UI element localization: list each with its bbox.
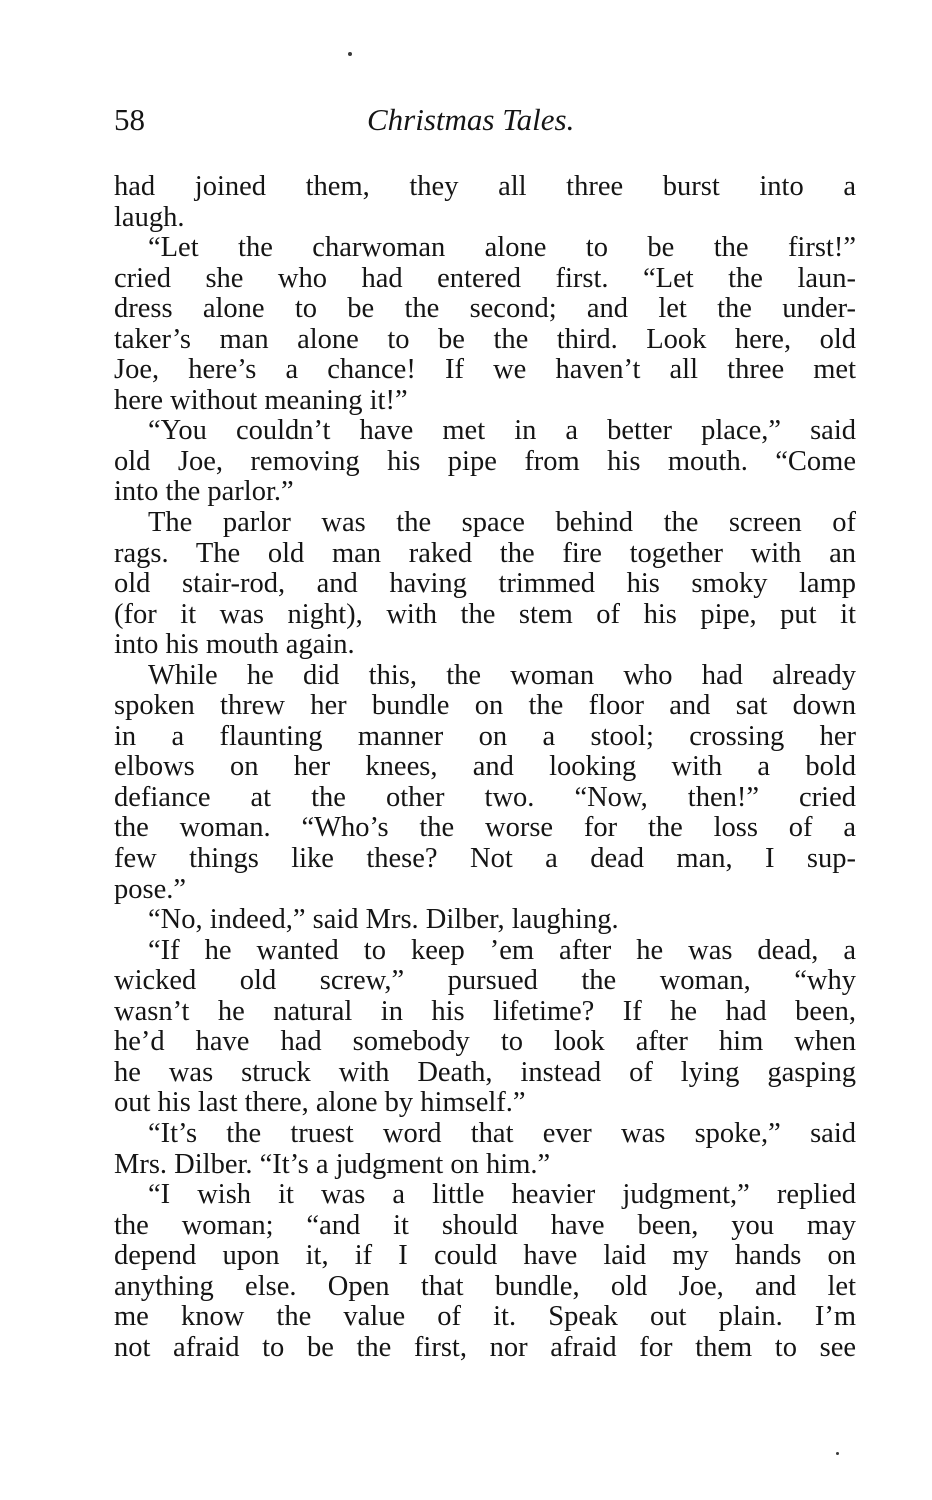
text-line: spoken threw her bundle on the floor and sat down <box>114 690 856 722</box>
text-line: in a flaunting manner on a stool; crossing her <box>114 720 856 752</box>
text-line: defiance at the other two. “Now, then!” cried <box>114 781 856 813</box>
text-line: out his last there, alone by himself.” <box>114 1087 526 1119</box>
text-line: wasn’t he natural in his lifetime? If he had been, <box>114 995 856 1027</box>
text-line: had joined them, they all three burst into a <box>114 171 856 202</box>
text-line: he’d have had somebody to look after him when <box>114 1026 856 1058</box>
body-text <box>114 172 856 1363</box>
text-line: cried she who had entered first. “Let the laun- <box>114 262 856 294</box>
text-line: old Joe, removing his pipe from his mouth. “Come <box>114 445 856 477</box>
paragraph-first-line: “You couldn’t have met in a better place,” said <box>148 415 856 447</box>
text-line: rags. The old man raked the fire together with an <box>114 537 856 569</box>
text-line: into the parlor.” <box>114 476 294 508</box>
text-line: the woman; “and it should have been, you may <box>114 1209 856 1241</box>
page-number: 58 <box>114 102 145 137</box>
page-header <box>114 102 856 142</box>
text-line: Mrs. Dilber. “It’s a judgment on him.” <box>114 1148 551 1180</box>
text-line: me know the value of it. Speak out plain. I’m <box>114 1301 856 1333</box>
text-line: pose.” <box>114 873 187 905</box>
text-line: he was struck with Death, instead of lying gasping <box>114 1056 856 1088</box>
text-line: here without meaning it!” <box>114 384 408 416</box>
paragraph-first-line: “If he wanted to keep ’em after he was dead, a <box>148 934 856 966</box>
text-line: dress alone to be the second; and let the under- <box>114 293 856 325</box>
running-title: Christmas Tales. <box>367 102 575 137</box>
text-line: not afraid to be the first, nor afraid for them to see <box>114 1331 856 1363</box>
text-line: depend upon it, if I could have laid my hands on <box>114 1240 856 1272</box>
ink-speck <box>836 1452 839 1455</box>
text-line: elbows on her knees, and looking with a bold <box>114 751 856 783</box>
paragraph-first-line: While he did this, the woman who had already <box>148 659 856 691</box>
text-line: few things like these? Not a dead man, I sup- <box>114 843 856 875</box>
text-line: Joe, here’s a chance! If we haven’t all three met <box>114 354 856 386</box>
ink-speck <box>348 52 352 56</box>
paragraph-first-line: The parlor was the space behind the screen of <box>148 507 856 539</box>
text-line: (for it was night), with the stem of his pipe, put it <box>114 598 856 630</box>
text-line: old stair-rod, and having trimmed his smoky lamp <box>114 568 856 600</box>
paragraph-first-line: “Let the charwoman alone to be the first!” <box>148 232 856 264</box>
text-line: the woman. “Who’s the worse for the loss of a <box>114 812 856 844</box>
paragraph-first-line: “No, indeed,” said Mrs. Dilber, laughing. <box>148 904 619 936</box>
text-line: taker’s man alone to be the third. Look here, old <box>114 323 856 355</box>
text-line: anything else. Open that bundle, old Joe, and let <box>114 1270 856 1302</box>
paragraph-first-line: “I wish it was a little heavier judgment,” replied <box>148 1179 856 1211</box>
paragraph-first-line: “It’s the truest word that ever was spoke,” said <box>148 1117 856 1149</box>
text-line: laugh. <box>114 201 185 233</box>
text-line: into his mouth again. <box>114 629 355 661</box>
text-line: wicked old screw,” pursued the woman, “why <box>114 965 856 997</box>
